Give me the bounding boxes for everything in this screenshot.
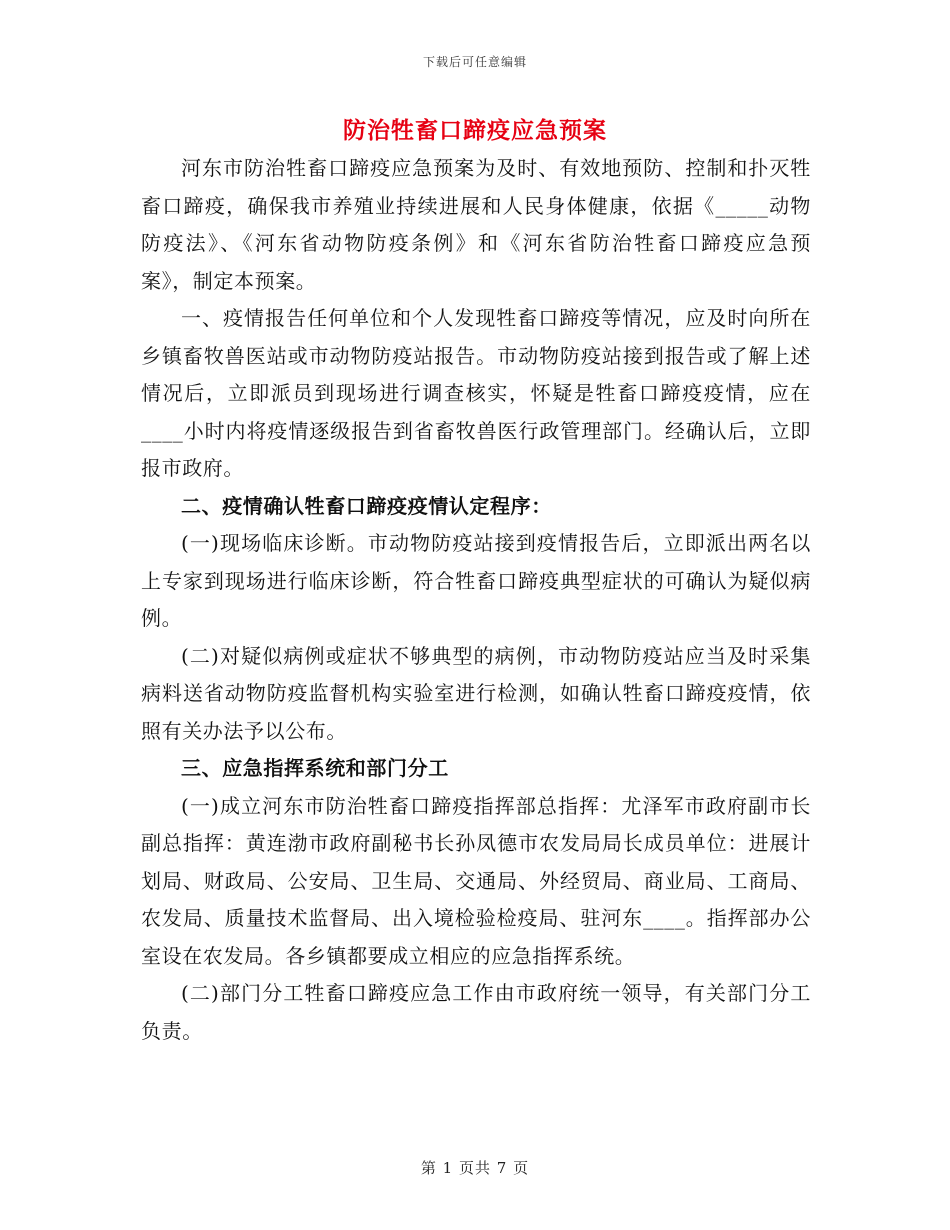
section-3-heading: 三、应急指挥系统和部门分工 bbox=[181, 756, 449, 780]
page-number: 第 1 页共 7 页 bbox=[420, 1159, 530, 1177]
section-3-item-2: (二)部门分工牲畜口蹄疫应急工作由市政府统一领导，有关部门分工负责。 bbox=[141, 981, 811, 1043]
section-3-item-1: (一)成立河东市防治牲畜口蹄疫指挥部总指挥：尤泽军市政府副市长副总指挥：黄连渤市政府副秘书长孙凤德市农发局局长成员单位：进展计划局、财政局、公安局、卫生局、交通局、外经贸局、商业局、工商局、农发局、质量技术监督局、出入境检验检疫局、驻河东____。指挥部办公室设在农发局。各乡镇都要成立相应的应急指挥系统。 bbox=[141, 793, 811, 968]
section-1-paragraph: 一、疫情报告任何单位和个人发现牲畜口蹄疫等情况，应及时向所在乡镇畜牧兽医站或市动物防疫站报告。市动物防疫站接到报告或了解上述情况后，立即派员到现场进行调查核实，怀疑是牲畜口蹄疫疫情，应在____小时内将疫情逐级报告到省畜牧兽医行政管理部门。经确认后，立即报市政府。 bbox=[141, 306, 811, 480]
intro-paragraph: 河东市防治牲畜口蹄疫应急预案为及时、有效地预防、控制和扑灭牲畜口蹄疫，确保我市养殖业持续进展和人民身体健康，依据《_____动物防疫法》、《河东省动物防疫条例》和《河东省防治牲畜口蹄疫应急预案》，制定本预案。 bbox=[141, 156, 811, 293]
section-2-heading: 二、疫情确认牲畜口蹄疫疫情认定程序： bbox=[181, 493, 552, 518]
document-body bbox=[141, 150, 811, 1050]
section-2-item-2: (二)对疑似病例或症状不够典型的病例，市动物防疫站应当及时采集病料送省动物防疫监督机构实验室进行检测，如确认牲畜口蹄疫疫情，依照有关办法予以公布。 bbox=[141, 643, 811, 743]
document-title: 防治牲畜口蹄疫应急预案 bbox=[343, 117, 607, 144]
header-note: 下载后可任意编辑 bbox=[422, 55, 527, 69]
section-2-item-1: (一)现场临床诊断。市动物防疫站接到疫情报告后，立即派出两名以上专家到现场进行临床诊断，符合牲畜口蹄疫典型症状的可确认为疑似病例。 bbox=[141, 531, 811, 630]
